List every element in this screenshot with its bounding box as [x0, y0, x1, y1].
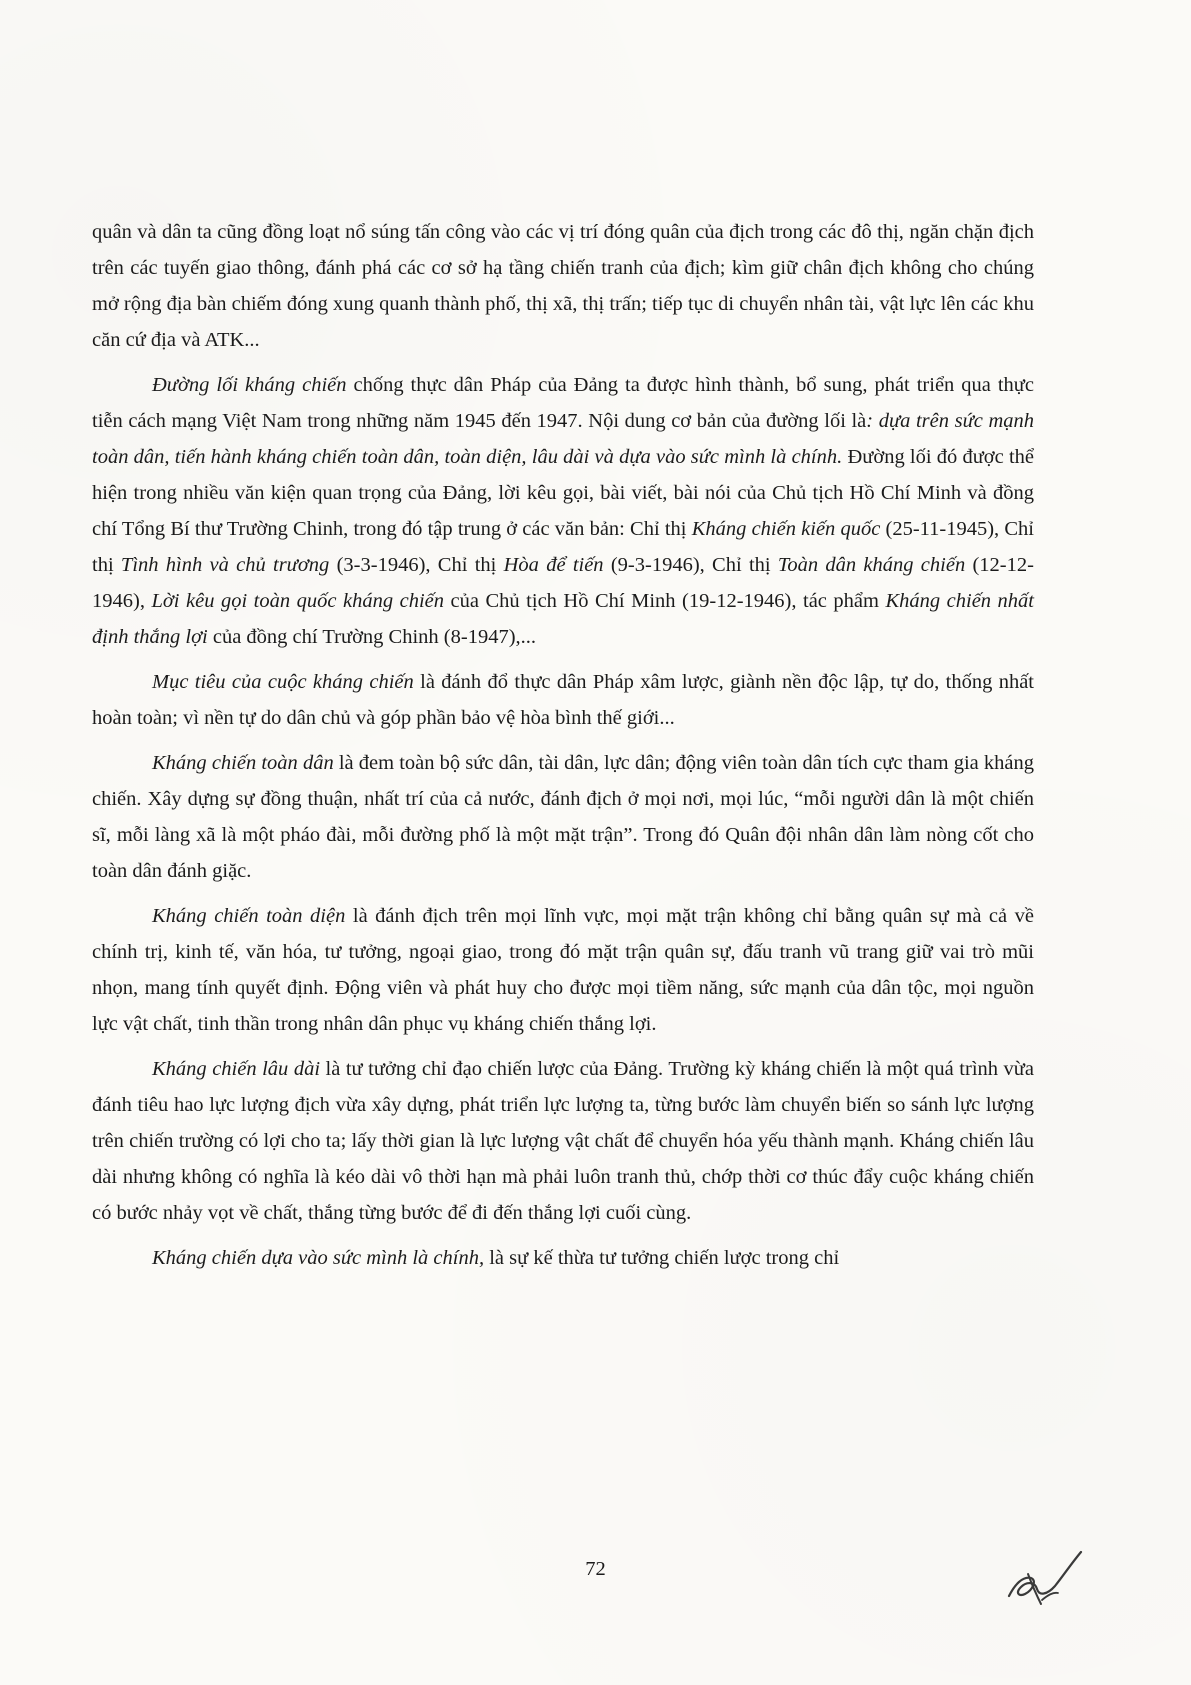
text-run: của Chủ tịch Hồ Chí Minh (19-12-1946), tác phẩm [444, 590, 886, 612]
text-run: là đánh địch trên mọi lĩnh vực, mọi mặt trận không chỉ bằng quân sự mà cả về chính trị, kinh tế, văn hóa, tư tưởng, ngoại giao, trong đó mặt trận quân sự, đấu tranh vũ trang giữ vai trò mũi nhọn, mang tính quyết định. Động viên và phát huy cho được mọi tiềm năng, sức mạnh của dân tộc, mọi nguồn lực vật chất, tinh thần trong nhân dân phục vụ kháng chiến thắng lợi. [92, 905, 1034, 1035]
paragraph-protracted [92, 1051, 1034, 1231]
text-run: (3-3-1946), Chỉ thị [329, 554, 504, 576]
italic-term: Kháng chiến lâu dài [152, 1058, 321, 1080]
italic-term: : dựa trên sức mạnh toàn dân, tiến hành kháng chiến toàn dân, toàn diện, lâu dài và dựa vào sức mình là chính. [92, 410, 1035, 468]
text-run: là đánh đổ thực dân Pháp xâm lược, giành nền độc lập, tự do, thống nhất hoàn toàn; vì nền tự do dân chủ và góp phần bảo vệ hòa bình thế giới... [92, 671, 1034, 729]
text-run: là sự kế thừa tư tưởng chiến lược trong chỉ [484, 1247, 840, 1269]
italic-term: Toàn dân kháng chiến [777, 554, 966, 576]
paragraph-continuation [92, 214, 1034, 358]
italic-term: Kháng chiến kiến quốc [691, 518, 881, 540]
page-number: 72 [585, 1558, 606, 1580]
text-run: của đồng chí Trường Chinh (8-1947),... [207, 626, 537, 648]
text-run: là tư tưởng chỉ đạo chiến lược của Đảng. Trường kỳ kháng chiến là một quá trình vừa đánh tiêu hao lực lượng địch vừa xây dựng, phát triển lực lượng ta, từng bước làm chuyển biến so sánh lực lượng trên chiến trường có lợi cho ta; lấy thời gian là lực lượng vật chất để chuyển hóa yếu thành mạnh. Kháng chiến lâu dài nhưng không có nghĩa là kéo dài vô thời hạn mà phải luôn tranh thủ, chớp thời cơ thúc đẩy cuộc kháng chiến có bước nhảy vọt về chất, thắng từng bước để đi đến thắng lợi cuối cùng. [92, 1058, 1034, 1224]
italic-term: Kháng chiến nhất định thắng lợi [92, 590, 1035, 648]
text-run: Đường lối đó được thể hiện trong nhiều văn kiện quan trọng của Đảng, lời kêu gọi, bài viết, bài nói của Chủ tịch Hồ Chí Minh và đồng chí Tổng Bí thư Trường Chinh, trong đó tập trung ở các văn bản: Chỉ thị [92, 446, 1034, 540]
paragraph-resistance-line [92, 367, 1034, 655]
handwritten-initials-signature [995, 1548, 1085, 1610]
italic-term: Tình hình và chủ trương [120, 554, 330, 576]
text-run: chống thực dân Pháp của Đảng ta được hình thành, bổ sung, phát triển qua thực tiễn cách mạng Việt Nam trong những năm 1945 đến 1947. Nội dung cơ bản của đường lối là [92, 374, 1035, 432]
italic-term: Đường lối kháng chiến [152, 374, 347, 396]
paragraph-self-reliance [92, 1240, 1034, 1276]
italic-term: Hòa để tiến [503, 554, 604, 576]
text-run: (9-3-1946), Chỉ thị [603, 554, 778, 576]
italic-term: Kháng chiến toàn dân [152, 752, 334, 774]
text-run: quân và dân ta cũng đồng loạt nổ súng tấn công vào các vị trí đóng quân của địch trong các đô thị, ngăn chặn địch trên các tuyến giao thông, đánh phá các cơ sở hạ tầng chiến tranh của địch; kìm giữ chân địch không cho chúng mở rộng địa bàn chiếm đóng xung quanh thành phố, thị xã, thị trấn; tiếp tục di chuyển nhân tài, vật lực lên các khu căn cứ địa và ATK... [92, 221, 1034, 351]
italic-term: Kháng chiến toàn diện [152, 905, 346, 927]
text-run: (25-11-1945), Chỉ thị [92, 518, 1034, 576]
paragraph-comprehensive [92, 898, 1034, 1042]
italic-term: Kháng chiến dựa vào sức mình là chính, [152, 1247, 485, 1269]
paragraph-whole-people [92, 745, 1034, 889]
text-run: (12-12-1946), [92, 554, 1034, 612]
italic-term: Lời kêu gọi toàn quốc kháng chiến [151, 590, 445, 612]
italic-term: Mục tiêu của cuộc kháng chiến [152, 671, 414, 693]
document-body [92, 214, 1034, 1276]
paragraph-objective [92, 664, 1034, 736]
text-run: là đem toàn bộ sức dân, tài dân, lực dân; động viên toàn dân tích cực tham gia kháng chiến. Xây dựng sự đồng thuận, nhất trí của cả nước, đánh địch ở mọi nơi, mọi lúc, “mỗi người dân là một chiến sĩ, mỗi làng xã là một pháo đài, mỗi đường phố là một mặt trận”. Trong đó Quân đội nhân dân làm nòng cốt cho toàn dân đánh giặc. [92, 752, 1035, 882]
